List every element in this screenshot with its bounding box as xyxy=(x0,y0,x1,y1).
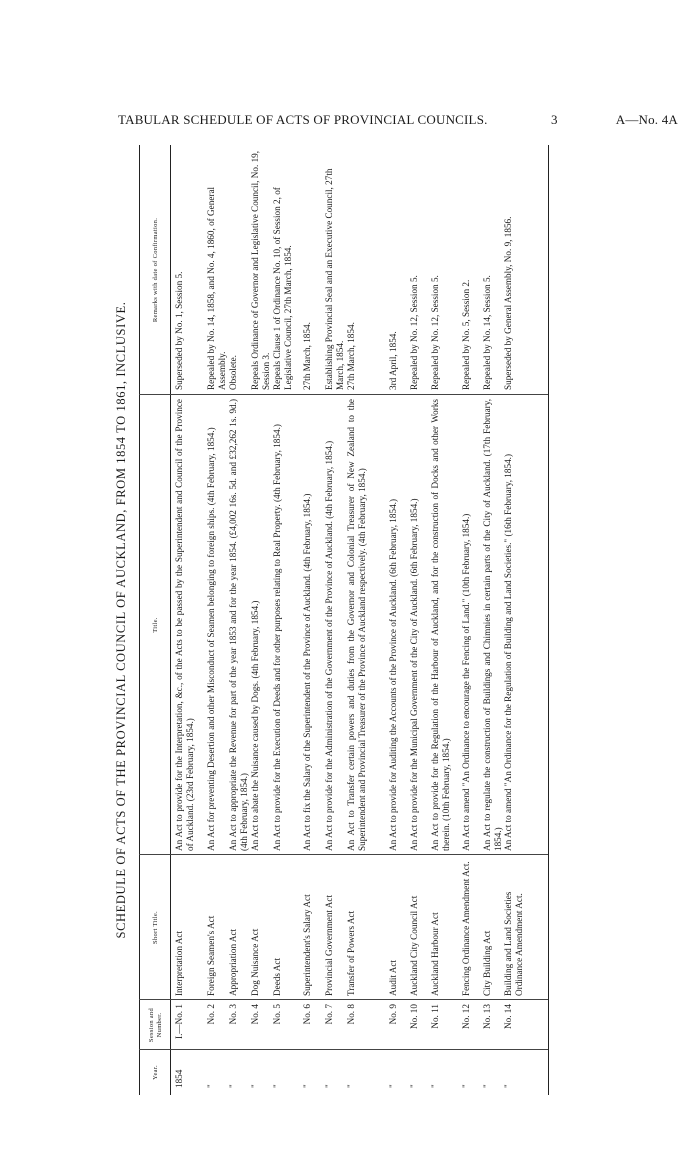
schedule-table xyxy=(139,145,564,1095)
row-year: " xyxy=(388,1084,398,1088)
row-remarks: Obsolete. xyxy=(228,355,238,390)
row-short-title: Interpretation Act xyxy=(174,930,184,996)
row-short-title: Deeds Act xyxy=(272,957,282,996)
table-row xyxy=(324,145,346,1095)
row-remarks: 27th March, 1854. xyxy=(346,322,356,390)
row-short-title: Superintendent's Salary Act xyxy=(302,894,312,996)
row-title: An Act to provide for the Interpretation, &c., of the Acts to be passed by the Superintendent and Council of the Province of Auckland. (23rd February, 1854.) xyxy=(174,399,195,851)
header-session: Session and Number. xyxy=(148,1007,163,1043)
row-year: " xyxy=(482,1084,492,1088)
row-remarks: Repealed by No. 14, Session 5. xyxy=(482,275,492,390)
table-row xyxy=(228,145,250,1095)
table-body xyxy=(174,145,531,1095)
row-number: No. 2 xyxy=(206,1004,216,1025)
table-row xyxy=(388,145,409,1095)
header-title: Title. xyxy=(151,617,159,633)
row-remarks: Repeals Clause 1 of Ordinance No. 10, of Session 2, of Legislative Council, 27th March, 1854. xyxy=(272,187,293,390)
header-short-title: Short Title. xyxy=(151,911,159,944)
row-short-title: Provincial Government Act xyxy=(324,894,334,996)
running-head xyxy=(118,112,678,128)
row-short-title: Fencing Ordinance Amendment Act. xyxy=(461,861,471,996)
row-remarks: Repealed by No. 12, Session 5. xyxy=(409,275,419,390)
table-row xyxy=(461,145,482,1095)
row-title: An Act to Transfer certain powers and duties from the Governor and Colonial Treasurer of New Zealand to the Superintendent and Provincial Treasurer of the Province of Auckland respectively. (4th February, 1854.) xyxy=(346,399,367,851)
row-short-title: Auckland City Council Act xyxy=(409,895,419,996)
row-title: An Act to amend "An Ordinance to encourage the Fencing of Land." (10th February, 1854.) xyxy=(461,513,471,851)
row-remarks: Superseded by General Assembly, No. 9, 1856. xyxy=(503,216,513,390)
header-year: Year. xyxy=(151,1065,159,1080)
row-remarks: Repealed by No. 12, Session 5. xyxy=(430,275,440,390)
row-year: " xyxy=(461,1084,471,1088)
row-year: " xyxy=(346,1084,356,1088)
table-header xyxy=(139,145,171,1095)
table-bottom-rule xyxy=(548,145,549,1095)
table-row xyxy=(482,145,503,1095)
row-year: " xyxy=(272,1084,282,1088)
row-number: No. 3 xyxy=(228,1004,238,1025)
row-number: No. 14 xyxy=(503,1004,513,1030)
paper-reference: A—No. 4A xyxy=(615,112,678,127)
row-year: " xyxy=(430,1084,440,1088)
row-number: No. 11 xyxy=(430,1004,440,1029)
table-row xyxy=(503,145,531,1095)
row-short-title: Transfer of Powers Act xyxy=(346,910,356,996)
row-title: An Act to abate the Nuisance caused by Dogs. (4th February, 1854.) xyxy=(250,600,260,851)
row-title: An Act to provide for the Administration of the Government of the Province of Auckland. (4th February, 1854.) xyxy=(324,440,334,851)
table-row xyxy=(409,145,430,1095)
row-year: " xyxy=(206,1084,216,1088)
row-title: An Act to appropriate the Revenue for part of the year 1853 and for the year 1854. (£4,002 16s. 5d. and £32,262 1s. 9d.) (4th February, 1854.) xyxy=(228,399,249,851)
row-number: No. 6 xyxy=(302,1004,312,1025)
row-number: No. 5 xyxy=(272,1004,282,1025)
row-year: " xyxy=(503,1084,513,1088)
row-short-title: Building and Land Societies Ordinance Amendment Act. xyxy=(503,891,524,996)
table-row xyxy=(250,145,272,1095)
row-number: No. 9 xyxy=(388,1004,398,1025)
row-year: " xyxy=(250,1084,260,1088)
row-short-title: Dog Nuisance Act xyxy=(250,928,260,996)
page-number: 3 xyxy=(551,112,558,127)
row-number: I.—No. 1 xyxy=(174,1004,184,1039)
table-row xyxy=(430,145,461,1095)
row-title: An Act to amend "An Ordinance for the Regulation of Building and Land Societies." (16th February, 1854.) xyxy=(503,453,513,851)
row-number: No. 4 xyxy=(250,1004,260,1025)
row-remarks: Repeals Ordinance of Governor and Legislative Council, No. 19, Session 3. xyxy=(250,150,271,390)
running-head-title: TABULAR SCHEDULE OF ACTS OF PROVINCIAL COUNCILS. xyxy=(118,112,488,127)
rotated-schedule xyxy=(114,145,564,1095)
row-short-title: Audit Act xyxy=(388,960,398,996)
row-year: " xyxy=(324,1084,334,1088)
row-number: No. 7 xyxy=(324,1004,334,1025)
row-title: An Act to provide for the Execution of Deeds and for other purposes relating to Real Property. (4th February, 1854.) xyxy=(272,424,282,851)
table-row xyxy=(272,145,302,1095)
row-short-title: Appropriation Act xyxy=(228,928,238,996)
table-row xyxy=(174,145,206,1095)
row-year: " xyxy=(302,1084,312,1088)
row-short-title: Foreign Seamen's Act xyxy=(206,915,216,996)
row-remarks: Repealed by No. 5, Session 2. xyxy=(461,279,471,390)
row-year: 1854 xyxy=(174,1069,184,1088)
row-number: No. 8 xyxy=(346,1004,356,1025)
row-remarks: Superseded by No. 1, Session 5. xyxy=(174,271,184,390)
row-short-title: City Building Act xyxy=(482,930,492,996)
header-remarks: Remarks with date of Confirmation. xyxy=(151,217,159,323)
row-title: An Act to provide for the Regulation of the Harbour of Auckland, and for the construction of Docks and other Works therein. (10th February, 1854.) xyxy=(430,399,451,851)
row-year: " xyxy=(409,1084,419,1088)
row-number: No. 13 xyxy=(482,1004,492,1030)
table-title: SCHEDULE OF ACTS OF THE PROVINCIAL COUNCIL OF AUCKLAND, FROM 1854 TO 1861, INCLUSIVE. xyxy=(114,301,128,939)
row-title: An Act to provide for the Municipal Government of the City of Auckland. (6th February, 1854.) xyxy=(409,498,419,851)
row-remarks: Repealed by No. 14, 1858, and No. 4, 1860, of General Assembly. xyxy=(206,186,227,390)
row-title: An Act to regulate the construction of Buildings and Chimnies in certain parts of the City of Auckland. (17th February, 1854.) xyxy=(482,399,503,851)
row-short-title: Auckland Harbour Act xyxy=(430,912,440,996)
table-row xyxy=(206,145,228,1095)
table-row xyxy=(302,145,324,1095)
row-title: An Act for preventing Desertion and other Misconduct of Seamen belonging to foreign ships. (4th February, 1854.) xyxy=(206,427,216,851)
row-title: An Act to provide for Auditing the Accounts of the Province of Auckland. (6th February, 1854.) xyxy=(388,498,398,851)
row-number: No. 12 xyxy=(461,1004,471,1030)
row-number: No. 10 xyxy=(409,1004,419,1030)
table-row xyxy=(346,145,388,1095)
row-title: An Act to fix the Salary of the Superintendent of the Province of Auckland. (4th February, 1854.) xyxy=(302,493,312,851)
row-remarks: 3rd April, 1854. xyxy=(388,331,398,390)
row-remarks: Establishing Provincial Seal and an Executive Council, 27th March, 1854. xyxy=(324,168,345,390)
row-year: " xyxy=(228,1084,238,1088)
row-remarks: 27th March, 1854. xyxy=(302,322,312,390)
